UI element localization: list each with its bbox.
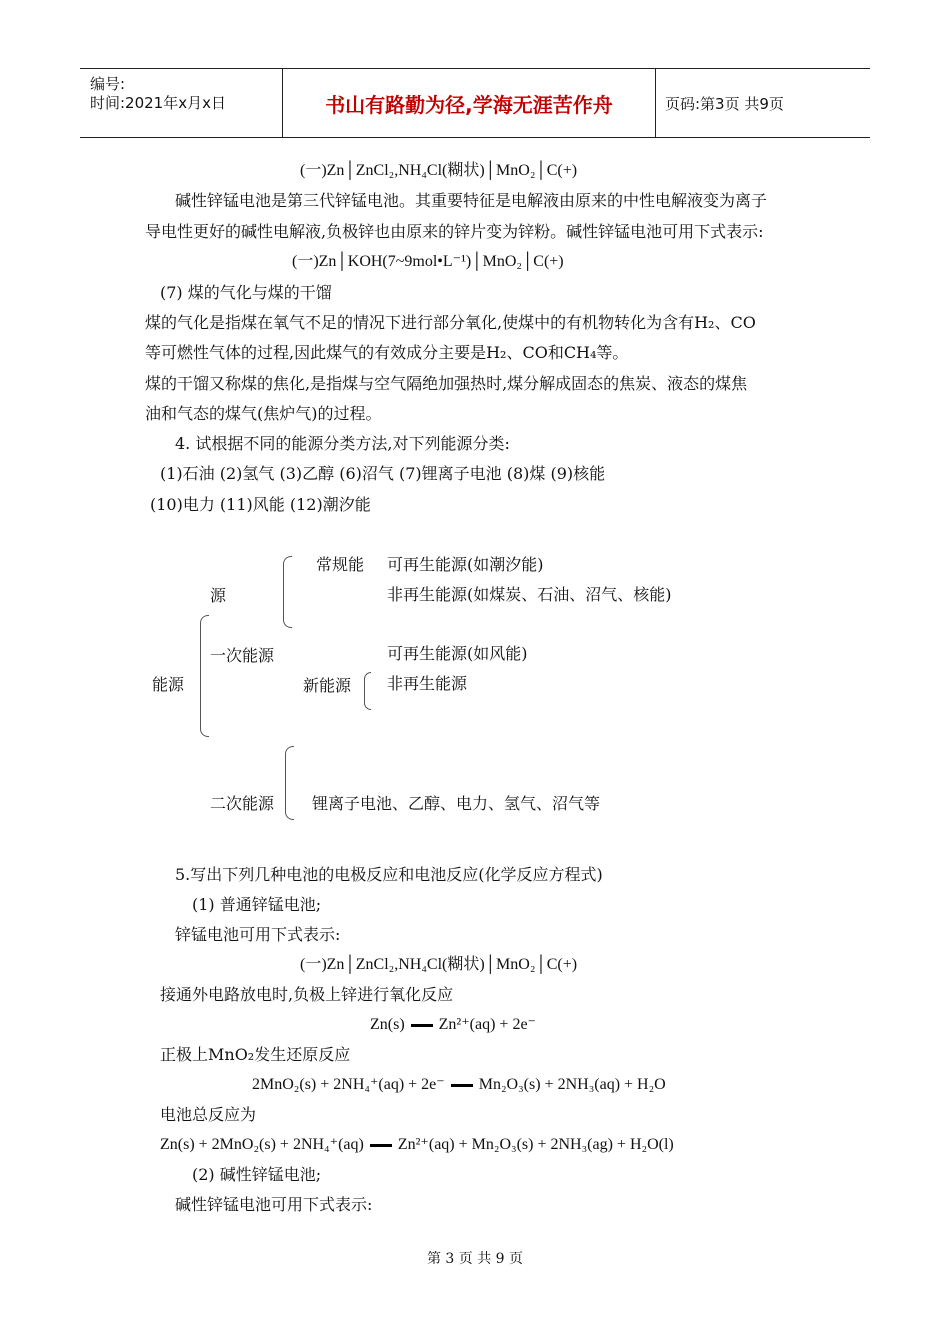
paragraph: 正极上MnO₂发生还原反应	[160, 1045, 351, 1064]
equation-right: Zn²⁺(aq) + 2e⁻	[438, 1016, 536, 1033]
brace-root	[200, 615, 209, 737]
page-header	[80, 68, 870, 138]
negative-electrode-equation	[370, 1014, 536, 1036]
equals-sign	[370, 1144, 392, 1147]
total-reaction-equation	[160, 1134, 674, 1156]
equation-left: Zn(s)	[370, 1016, 405, 1033]
tree-secondary-items: 锂离子电池、乙醇、电力、氢气、沼气等	[312, 794, 601, 813]
equation-left: Zn(s) + 2MnO₂(s) + 2NH₄⁺(aq)	[160, 1136, 364, 1153]
paragraph: 煤的气化是指煤在氧气不足的情况下进行部分氧化,使煤中的有机物转化为含有H₂、CO	[145, 313, 756, 332]
tree-conv-nonrenewable: 非再生能源(如煤炭、石油、沼气、核能)	[387, 585, 672, 604]
tree-conv-renewable: 可再生能源(如潮汐能)	[387, 555, 544, 574]
header-motto: 书山有路勤为径,学海无涯苦作舟	[325, 92, 613, 117]
brace-conventional	[283, 556, 292, 628]
tree-new: 新能源	[303, 676, 352, 695]
header-divider	[655, 69, 656, 137]
paragraph: 煤的干馏又称煤的焦化,是指煤与空气隔绝加强热时,煤分解成固态的焦炭、液态的煤焦	[145, 374, 748, 393]
paragraph: 电池总反应为	[160, 1105, 257, 1124]
brace-secondary	[285, 746, 294, 820]
equals-sign	[411, 1024, 433, 1027]
energy-list: (1)石油 (2)氢气 (3)乙醇 (6)沼气 (7)锂离子电池 (8)煤 (9)核能	[160, 464, 606, 483]
tree-secondary: 二次能源	[210, 794, 275, 813]
brace-new	[364, 672, 371, 710]
equation-right: Mn₂O₃(s) + 2NH₃(aq) + H₂O	[478, 1076, 666, 1093]
time-label: 时间:2021年x月x日	[90, 94, 226, 112]
question-4: 4. 试根据不同的能源分类方法,对下列能源分类:	[175, 434, 510, 453]
number-label: 编号:	[90, 75, 126, 93]
battery-formula: (一)Zn│ZnCl₂,NH₄Cl(糊状)│MnO₂│C(+)	[300, 956, 578, 973]
battery-formula: (一)Zn│ZnCl₂,NH₄Cl(糊状)│MnO₂│C(+)	[300, 162, 578, 179]
tree-primary: 一次能源	[210, 646, 275, 665]
paragraph: 导电性更好的碱性电解液,负极锌也由原来的锌片变为锌粉。碱性锌锰电池可用下式表示:	[145, 222, 764, 241]
page-footer: 第 3 页 共 9 页	[426, 1251, 524, 1267]
energy-list: (10)电力 (11)风能 (12)潮汐能	[150, 495, 371, 514]
section-heading: (7) 煤的气化与煤的干馏	[160, 283, 332, 302]
subsection-heading: (1) 普通锌锰电池;	[192, 895, 322, 914]
equals-sign	[451, 1084, 473, 1087]
tree-root: 能源	[152, 675, 185, 694]
paragraph: 接通外电路放电时,负极上锌进行氧化反应	[160, 985, 454, 1004]
paragraph: 碱性锌锰电池是第三代锌锰电池。其重要特征是电解液由原来的中性电解液变为离子	[175, 191, 768, 210]
header-page-info: 页码:第3页 共9页	[665, 95, 784, 113]
paragraph: 碱性锌锰电池可用下式表示:	[175, 1195, 373, 1214]
tree-yuan: 源	[210, 586, 227, 605]
subsection-heading: (2) 碱性锌锰电池;	[192, 1165, 322, 1184]
question-5: 5.写出下列几种电池的电极反应和电池反应(化学反应方程式)	[175, 865, 603, 884]
paragraph: 锌锰电池可用下式表示:	[175, 925, 341, 944]
tree-new-nonrenewable: 非再生能源	[387, 674, 468, 693]
tree-conventional: 常规能	[316, 555, 365, 574]
battery-formula: (一)Zn│KOH(7~9mol•L⁻¹)│MnO₂│C(+)	[292, 253, 564, 270]
equation-right: Zn²⁺(aq) + Mn₂O₃(s) + 2NH₃(ag) + H₂O(l)	[397, 1136, 674, 1153]
equation-left: 2MnO₂(s) + 2NH₄⁺(aq) + 2e⁻	[252, 1076, 445, 1093]
header-meta	[90, 75, 226, 113]
positive-electrode-equation	[252, 1074, 666, 1096]
paragraph: 油和气态的煤气(焦炉气)的过程。	[145, 404, 382, 423]
paragraph: 等可燃性气体的过程,因此煤气的有效成分主要是H₂、CO和CH₄等。	[145, 343, 629, 362]
tree-new-renewable: 可再生能源(如风能)	[387, 644, 528, 663]
